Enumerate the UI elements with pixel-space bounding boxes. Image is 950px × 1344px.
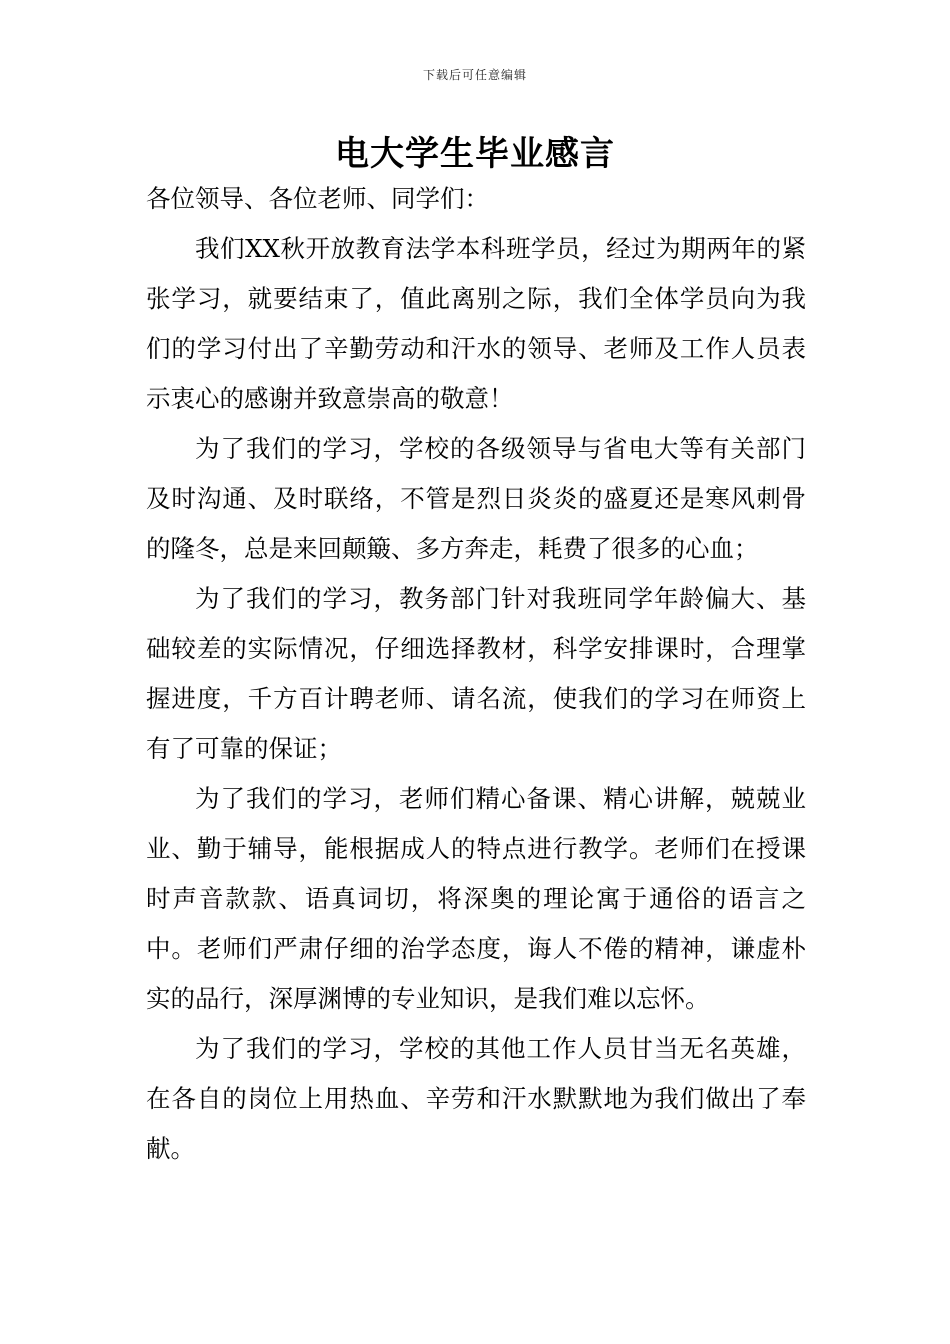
paragraph-3: 为了我们的学习，教务部门针对我班同学年龄偏大、基础较差的实际情况，仔细选择教材，科学安排课时，合理掌握进度，千方百计聘老师、请名流，使我们的学习在师资上有了可靠的保证；	[146, 584, 806, 763]
paragraph-5: 为了我们的学习，学校的其他工作人员甘当无名英雄，在各自的岗位上用热血、辛劳和汗水默默地为我们做出了奉献。	[146, 1034, 806, 1163]
salutation: 各位领导、各位老师、同学们：	[146, 184, 489, 213]
page-header-note: 下载后可任意编辑	[422, 68, 527, 82]
paragraph-2: 为了我们的学习，学校的各级领导与省电大等有关部门及时沟通、及时联络，不管是烈日炎炎的盛夏还是寒风刺骨的隆冬，总是来回颠簸、多方奔走，耗费了很多的心血；	[146, 434, 806, 563]
paragraph-4: 为了我们的学习，老师们精心备课、精心讲解，兢兢业业、勤于辅导，能根据成人的特点进行教学。老师们在授课时声音款款、语真词切，将深奥的理论寓于通俗的语言之中。老师们严肃仔细的治学态度，诲人不倦的精神，谦虚朴实的品行，深厚渊博的专业知识，是我们难以忘怀。	[146, 784, 806, 1013]
document-title: 电大学生毕业感言	[335, 134, 615, 174]
paragraph-1: 我们XX秋开放教育法学本科班学员，经过为期两年的紧张学习，就要结束了，值此离别之际，我们全体学员向为我们的学习付出了辛勤劳动和汗水的领导、老师及工作人员表示衷心的感谢并致意崇高的敬意！	[146, 234, 806, 413]
document-body	[146, 174, 806, 1174]
